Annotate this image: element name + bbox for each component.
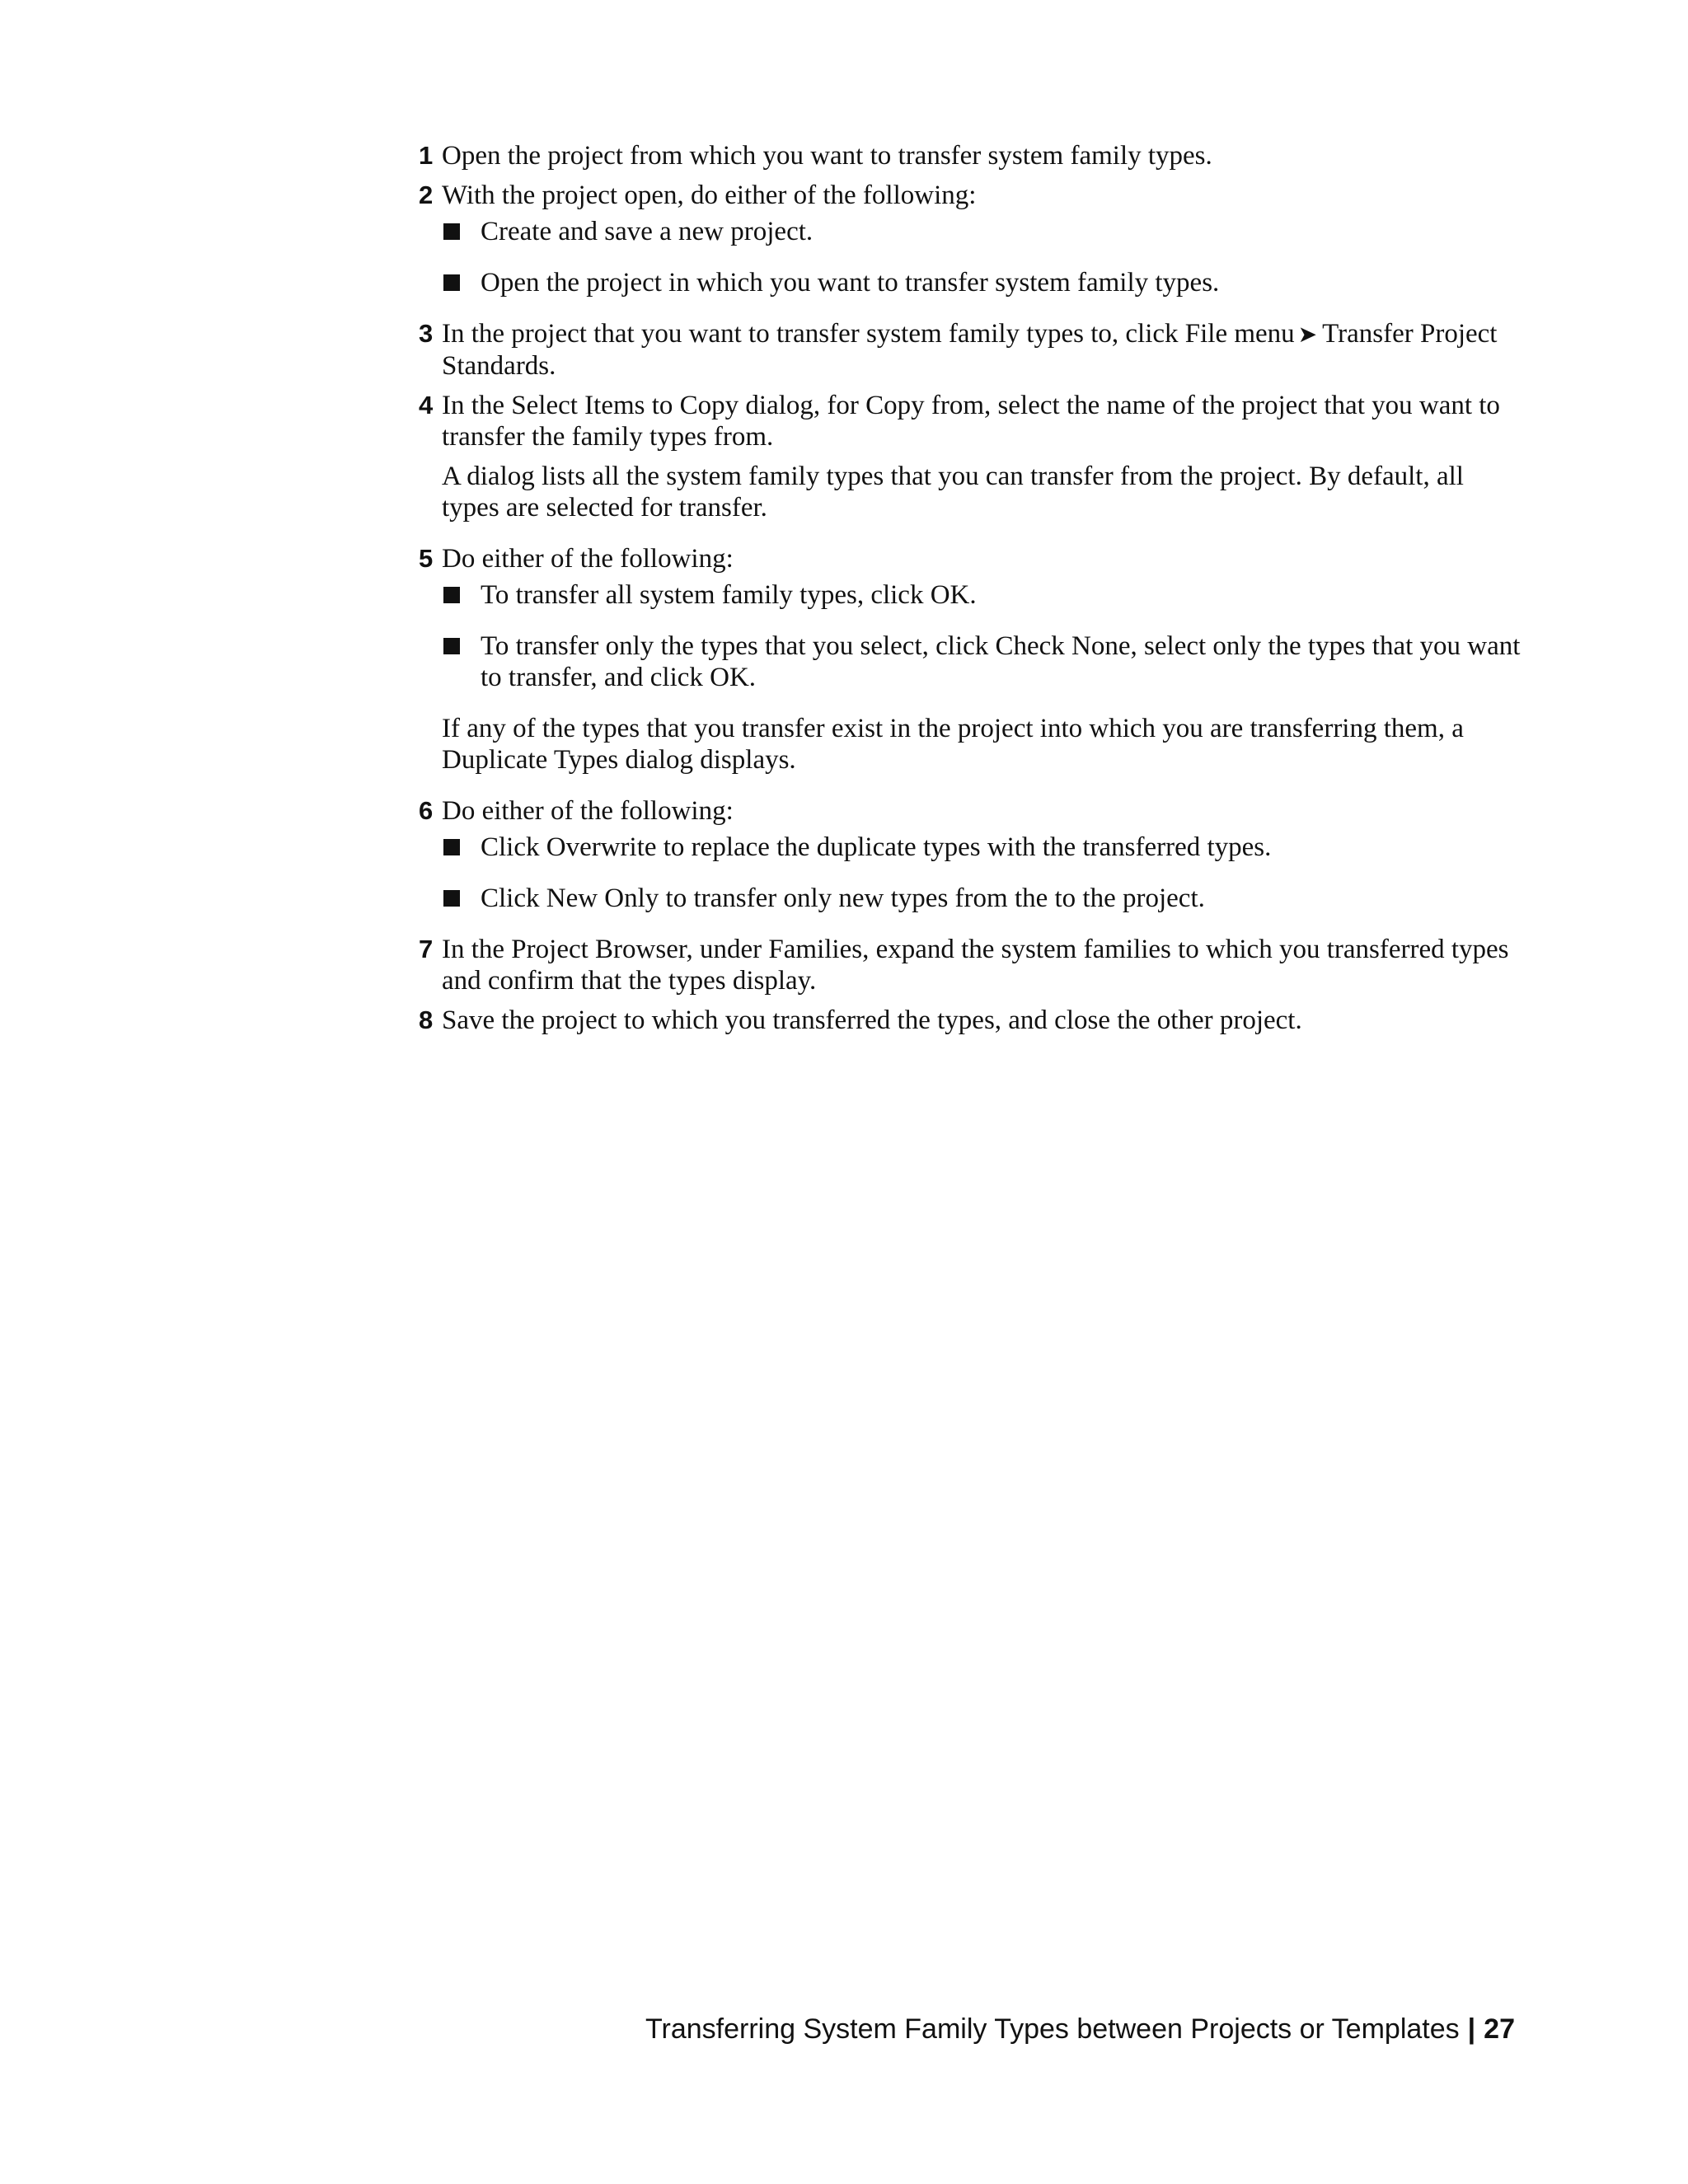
step-number: 7	[419, 935, 434, 963]
bullet-text: Open the project in which you want to transfer system family types.	[481, 268, 1220, 298]
menu-path-text: Transfer Project Standards.	[442, 319, 1498, 381]
step-4	[419, 390, 1523, 452]
step-number: 4	[419, 391, 434, 419]
bullet-item	[442, 630, 1523, 693]
bullet-item	[442, 832, 1523, 863]
square-bullet-icon	[443, 223, 460, 240]
menu-arrow-icon: ➤	[1297, 321, 1318, 348]
step-6	[419, 795, 1523, 827]
step-7	[419, 934, 1523, 996]
step-text: In the Project Browser, under Families, expand the system families to which you transferred types and confirm that the types display.	[442, 935, 1509, 996]
step-text: Do either of the following:	[442, 796, 734, 826]
step-number: 2	[419, 180, 434, 209]
square-bullet-icon	[443, 274, 460, 291]
page-footer	[645, 2013, 1515, 2046]
bullet-text: Create and save a new project.	[481, 217, 814, 246]
step-5	[419, 543, 1523, 574]
bullet-list	[442, 579, 1523, 693]
step-number: 6	[419, 796, 434, 825]
step-number: 3	[419, 319, 434, 348]
step-number: 1	[419, 141, 434, 170]
bullet-text: To transfer all system family types, click OK.	[481, 580, 977, 610]
procedure-steps	[419, 140, 1523, 1044]
step-note: If any of the types that you transfer exist in the project into which you are transferring them, a Duplicate Types dialog displays.	[442, 714, 1464, 775]
step-text: Do either of the following:	[442, 544, 734, 574]
square-bullet-icon	[443, 638, 460, 654]
step-text: In the Select Items to Copy dialog, for Copy from, select the name of the project that you want to transfer the family types from.	[442, 391, 1500, 452]
bullet-list	[442, 832, 1523, 914]
step-number: 5	[419, 544, 434, 573]
step-note: A dialog lists all the system family types that you can transfer from the project. By default, all types are selected for transfer.	[442, 462, 1464, 523]
step-text: In the project that you want to transfer system family types to, click File menu	[442, 319, 1295, 349]
bullet-item	[442, 216, 1523, 247]
bullet-list	[442, 216, 1523, 298]
bullet-text: Click New Only to transfer only new types from the to the project.	[481, 883, 1205, 913]
step-number: 8	[419, 1005, 434, 1034]
bullet-text: To transfer only the types that you select, click Check None, select only the types that you want to transfer, and click OK.	[481, 631, 1521, 692]
page-number: 27	[1484, 2013, 1515, 2045]
step-text-container	[442, 318, 1523, 382]
square-bullet-icon	[443, 890, 460, 907]
step-text: With the project open, do either of the following:	[442, 180, 977, 210]
step-3	[419, 318, 1523, 382]
footer-separator: |	[1467, 2013, 1476, 2045]
step-text: Save the project to which you transferred the types, and close the other project.	[442, 1005, 1302, 1035]
bullet-item	[442, 579, 1523, 611]
step-1	[419, 140, 1523, 171]
bullet-item	[442, 267, 1523, 298]
square-bullet-icon	[443, 587, 460, 603]
step-8	[419, 1005, 1523, 1036]
square-bullet-icon	[443, 839, 460, 855]
step-2	[419, 180, 1523, 211]
step-text: Open the project from which you want to transfer system family types.	[442, 141, 1212, 171]
footer-title: Transferring System Family Types between Projects or Templates	[645, 2013, 1460, 2045]
bullet-item	[442, 883, 1523, 914]
bullet-text: Click Overwrite to replace the duplicate types with the transferred types.	[481, 832, 1272, 862]
